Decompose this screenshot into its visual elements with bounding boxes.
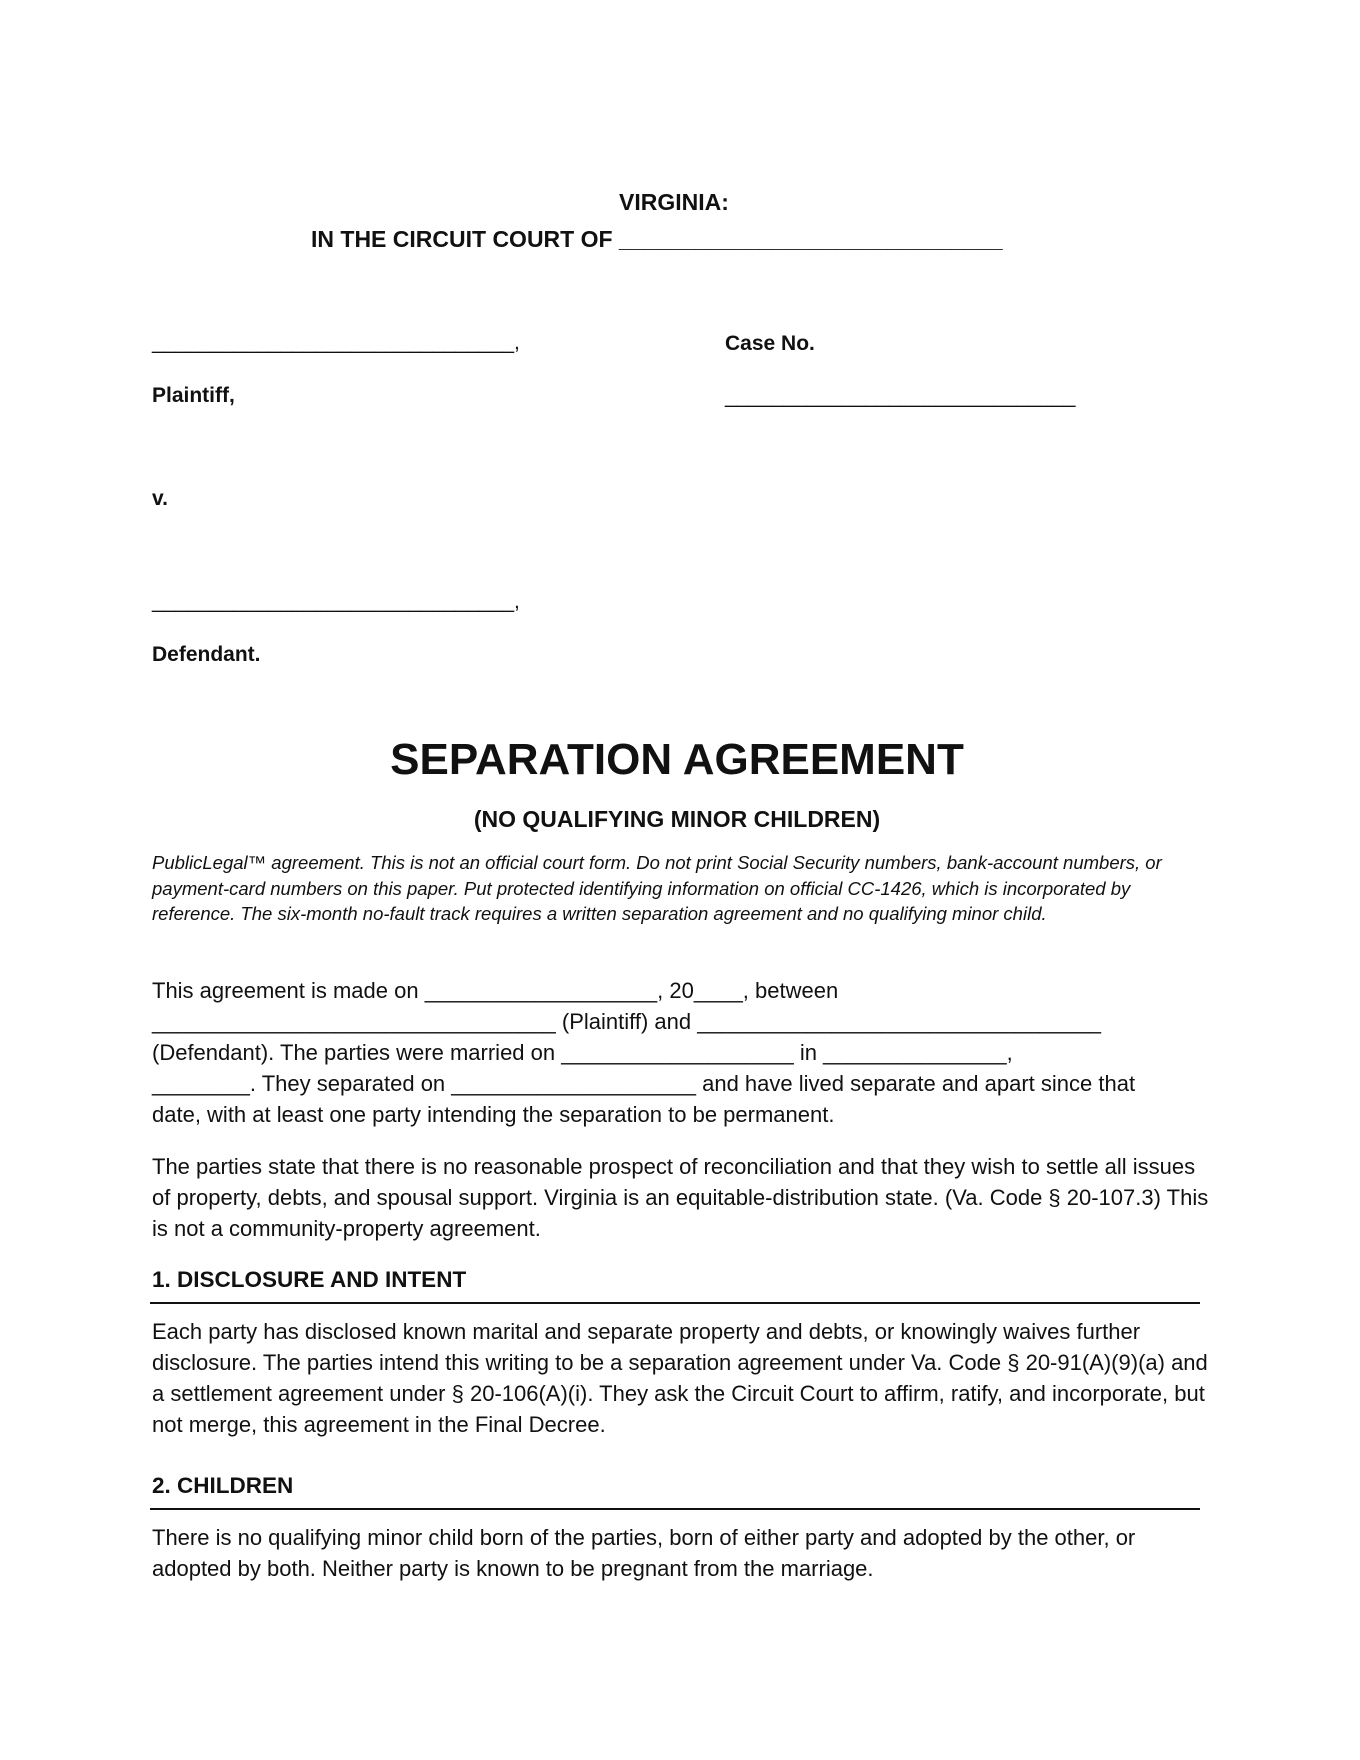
intro-line: _________________________________ (Plaintiff) and _________________________________ (152, 1009, 1101, 1034)
versus-label: v. (152, 487, 168, 510)
court-line: IN THE CIRCUIT COURT OF ______________________________ (311, 226, 1003, 252)
section-body-children: There is no qualifying minor child born of the parties, born of either party and adopted by the other, or adopted by both. Neither party is known to be pregnant from the marriage. (152, 1525, 1136, 1581)
section-body-disclosure: Each party has disclosed known marital and separate property and debts, or knowingly waives further disclosure. The parties intend this writing to be a separation agreement under Va. Code § 20-91(A)(9)(a) and a settlement agreement under § 20-106(A)(i). They ask the Circuit Court to affirm, ratify, and incorporate, but not merge, this agreement in the Final Decree. (152, 1319, 1208, 1437)
case-no-blank: ______________________________ (725, 385, 1076, 408)
section-heading-children: 2. CHILDREN (152, 1473, 294, 1498)
plaintiff-name-blank: _______________________________, (152, 331, 520, 354)
intro-line: date, with at least one party intending the separation to be permanent. (152, 1102, 835, 1127)
intro-line: (Defendant). The parties were married on ___________________ in _______________, (152, 1040, 1013, 1065)
document-title: SEPARATION AGREEMENT (390, 735, 964, 784)
intro-line: This agreement is made on ___________________, 20____, between (152, 978, 839, 1003)
case-no-label: Case No. (725, 332, 815, 355)
notice-paragraph: PublicLegal™ agreement. This is not an official court form. Do not print Social Security numbers, bank-account numbers, or payment-card numbers on this paper. Put protected identifying information on official CC-1426, which is incorporated by reference. The six-month no-fault track requires a written separation agreement and no qualifying minor child. (152, 852, 1162, 924)
intro-line: ________. They separated on ____________________ and have lived separate and apart since that (152, 1071, 1136, 1096)
section-divider (150, 1508, 1200, 1510)
state-heading: VIRGINIA: (619, 189, 729, 215)
defendant-label: Defendant. (152, 643, 261, 666)
defendant-name-blank: _______________________________, (152, 590, 520, 613)
section-divider (150, 1302, 1200, 1304)
plaintiff-label: Plaintiff, (152, 384, 235, 407)
document-subtitle: (NO QUALIFYING MINOR CHILDREN) (473, 806, 881, 832)
recitals-paragraph: The parties state that there is no reasonable prospect of reconciliation and that they wish to settle all issues of property, debts, and spousal support. Virginia is an equitable-distribution state. (Va. Code § 20-107.3) This is not a community-property agreement. (152, 1154, 1209, 1241)
section-heading-disclosure: 1. DISCLOSURE AND INTENT (152, 1267, 467, 1292)
